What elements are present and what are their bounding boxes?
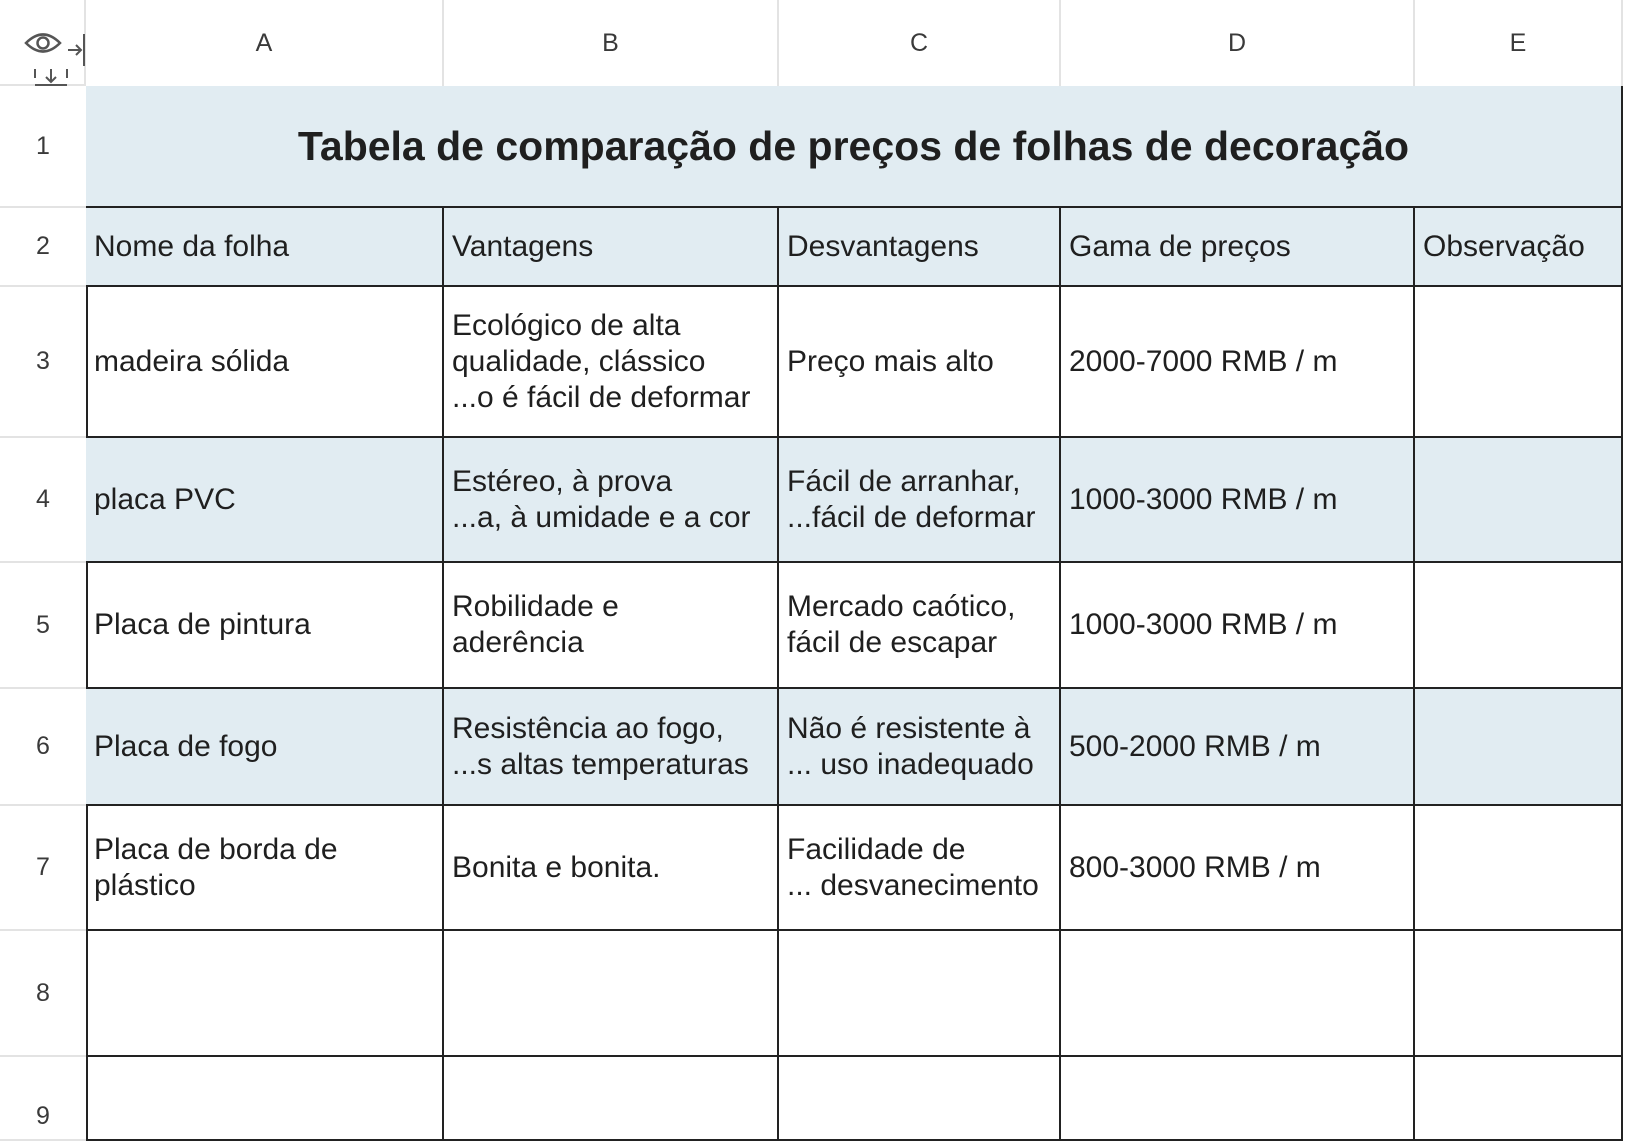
header-label: Nome da folha: [94, 229, 290, 263]
cell-d8[interactable]: [1061, 931, 1415, 1057]
cell-d9[interactable]: [1061, 1057, 1415, 1141]
cell-a7[interactable]: [86, 806, 444, 931]
header-label: Desvantagens: [787, 229, 979, 263]
header-cell-e[interactable]: [1415, 208, 1623, 287]
cell-text: [787, 589, 1015, 661]
cell-text-line: Placa de borda de: [94, 832, 338, 866]
header-cell-c[interactable]: [779, 208, 1061, 287]
column-header-e[interactable]: E: [1415, 0, 1623, 86]
cell-e4[interactable]: [1415, 438, 1623, 563]
cell-e9[interactable]: [1415, 1057, 1623, 1141]
cell-text-line: ...s altas temperaturas: [452, 747, 749, 781]
row-header-5[interactable]: 5: [0, 563, 86, 689]
cell-d6[interactable]: [1061, 689, 1415, 806]
cell-text-line: placa PVC: [94, 482, 236, 516]
cell-d5[interactable]: [1061, 563, 1415, 689]
cell-text: [452, 711, 749, 783]
cell-text-line: 1000-3000 RMB / m: [1069, 482, 1338, 516]
header-cell-d[interactable]: [1061, 208, 1415, 287]
row-header-4[interactable]: 4: [0, 438, 86, 563]
cell-text: [1069, 850, 1321, 886]
cell-text: [1069, 344, 1337, 380]
cell-text-line: ... uso inadequado: [787, 747, 1034, 781]
row-header-3[interactable]: 3: [0, 287, 86, 438]
cell-text: [1069, 729, 1321, 765]
cell-text: [787, 344, 994, 380]
row-header-2[interactable]: 2: [0, 208, 86, 287]
table-title-cell[interactable]: [86, 86, 1623, 208]
row-header-9[interactable]: 9: [0, 1057, 86, 1141]
cell-a3[interactable]: [86, 287, 444, 438]
cell-d7[interactable]: [1061, 806, 1415, 931]
cell-d3[interactable]: [1061, 287, 1415, 438]
cell-e7[interactable]: [1415, 806, 1623, 931]
cell-text-line: aderência: [452, 626, 584, 659]
cell-c6[interactable]: [779, 689, 1061, 806]
row-header-8[interactable]: 8: [0, 931, 86, 1057]
cell-e6[interactable]: [1415, 689, 1623, 806]
cell-a6[interactable]: [86, 689, 444, 806]
column-header-c[interactable]: C: [779, 0, 1061, 86]
cell-b4[interactable]: [444, 438, 779, 563]
cell-a4[interactable]: [86, 438, 444, 563]
cell-text-line: fácil de escapar: [787, 626, 998, 659]
cell-text-line: madeira sólida: [94, 344, 290, 378]
cell-text-line: ...o é fácil de deformar: [452, 380, 751, 414]
header-label: Observação: [1423, 229, 1585, 263]
cell-text: [94, 832, 338, 904]
cell-a8[interactable]: [86, 931, 444, 1057]
cell-e8[interactable]: [1415, 931, 1623, 1057]
cell-text-line: ...fácil de deformar: [787, 500, 1036, 534]
cell-text-line: 2000-7000 RMB / m: [1069, 344, 1338, 378]
cell-b3[interactable]: [444, 287, 779, 438]
cell-text-line: Placa de pintura: [94, 608, 311, 641]
row-header-1[interactable]: 1: [0, 86, 86, 208]
cell-text-line: Fácil de arranhar,: [787, 464, 1021, 498]
cell-text: [787, 832, 1039, 904]
cell-c4[interactable]: [779, 438, 1061, 563]
cell-text-line: 1000-3000 RMB / m: [1069, 608, 1338, 641]
cell-text: [452, 464, 751, 536]
cell-text-line: plástico: [94, 868, 196, 902]
cell-c8[interactable]: [779, 931, 1061, 1057]
column-header-d[interactable]: D: [1061, 0, 1415, 86]
cell-text-line: 500-2000 RMB / m: [1069, 729, 1321, 763]
cell-text-line: Robilidade e: [452, 590, 619, 623]
header-cell-b[interactable]: [444, 208, 779, 287]
cell-b7[interactable]: [444, 806, 779, 931]
cell-text: [787, 711, 1034, 783]
cell-text-line: Bonita e bonita.: [452, 850, 661, 884]
header-cell-a[interactable]: [86, 208, 444, 287]
cell-text: [94, 344, 289, 380]
cell-text-line: ... desvanecimento: [787, 868, 1039, 902]
cell-c9[interactable]: [779, 1057, 1061, 1141]
cell-text: [1069, 607, 1337, 643]
cell-text-line: 800-3000 RMB / m: [1069, 850, 1321, 884]
cell-e3[interactable]: [1415, 287, 1623, 438]
cell-text: [452, 850, 661, 886]
header-label: Gama de preços: [1069, 229, 1291, 263]
cell-d4[interactable]: [1061, 438, 1415, 563]
cell-text-line: Mercado caótico,: [787, 590, 1016, 623]
cell-text: [452, 589, 619, 661]
cell-c5[interactable]: [779, 563, 1061, 689]
cell-text: [94, 607, 311, 643]
cell-b5[interactable]: [444, 563, 779, 689]
cell-a9[interactable]: [86, 1057, 444, 1141]
cell-c3[interactable]: [779, 287, 1061, 438]
cell-text: [94, 482, 236, 518]
row-header-7[interactable]: 7: [0, 806, 86, 931]
table-title: Tabela de comparação de preços de folhas de decoração: [297, 123, 1410, 169]
cell-text-line: Estéreo, à prova: [452, 464, 673, 498]
cell-text-line: ...a, à umidade e a cor: [452, 500, 751, 534]
cell-text-line: Resistência ao fogo,: [452, 711, 724, 745]
cell-text: [1069, 482, 1337, 518]
eye-icon[interactable]: [24, 28, 62, 63]
header-label: Vantagens: [452, 229, 594, 263]
cell-a5[interactable]: [86, 563, 444, 689]
cell-text: [94, 729, 277, 765]
cell-b6[interactable]: [444, 689, 779, 806]
cell-text-line: Não é resistente à: [787, 711, 1031, 745]
column-header-b[interactable]: B: [444, 0, 779, 86]
cell-text: [787, 464, 1035, 536]
cell-text-line: qualidade, clássico: [452, 344, 706, 378]
cell-c7[interactable]: [779, 806, 1061, 931]
row-header-6[interactable]: 6: [0, 689, 86, 806]
cell-text: [452, 308, 750, 416]
cell-text-line: Preço mais alto: [787, 344, 994, 378]
cell-b9[interactable]: [444, 1057, 779, 1141]
cell-text-line: Facilidade de: [787, 832, 966, 866]
cell-text-line: Placa de fogo: [94, 729, 278, 763]
column-header-a[interactable]: A: [86, 0, 444, 86]
cell-text-line: Ecológico de alta: [452, 308, 681, 342]
cell-b8[interactable]: [444, 931, 779, 1057]
cell-e5[interactable]: [1415, 563, 1623, 689]
